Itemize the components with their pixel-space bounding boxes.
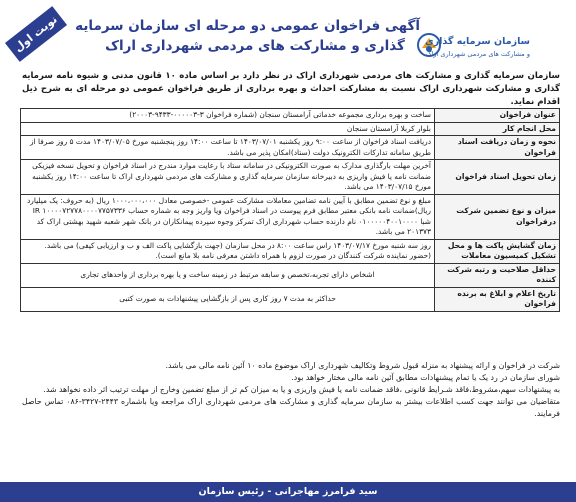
row-value: دریافت اسناد فراخوان از ساعت ۹:۰۰ روز یکشنبه ۱۴۰۳/۰۷/۰۱ تا ساعت ۱۴:۰۰ روز پنجشنبه مورخ ۱۴۰۳/۰۷/۰۵ مدت ۵ روز صرفا از طریق سامانه تدارکات الکترونیک دولت (ستاد)امکان پذیر می باشد. [21, 136, 435, 160]
row-label: زمان گشایش پاکت ها و محل تشکیل کمیسیون معاملات [435, 239, 560, 263]
table-row [21, 122, 560, 136]
table-row [21, 160, 560, 195]
row-value: حداکثر به مدت ۷ روز کاری پس از بازگشایی پیشنهادات به صورت کتبی [21, 287, 435, 311]
table-row [21, 263, 560, 287]
note-1: شرکت در فراخوان و ارائه پیشنهاد به منزله قبول شروط وتکالیف شهرداری اراک موضوع ماده ۱۰ آئین نامه مالی می باشد. [165, 361, 560, 370]
table-row [21, 136, 560, 160]
row-value: مبلغ و نوع تضمین مطابق با آیین نامه تضامین معاملات مشارکت عمومی -خصوصی معادل ۱۰۰۰،۰۰۰،۰۰۰ ریال (به حروف: یک میلیارد ریال)ضمانت نامه بانکی معتبر مطابق فرم پیوست در اسناد فراخوان ویا واریز وجه به شماره حساب ۱۰۰۰۰۷۲۷۷۸۰۰۰۰۷۷۵۷۳۳۶ IR شبا ۰۱۰۰۰۰۰۴۰۰۱۰۰۰۰ نام دارنده حساب شهرداری اراک تمرکز وجوه سپرده پیمانکاران در بانک شهر شعبه شهید بهشتی اراک کد ۲۰۱۳۷۳ می باشد. [21, 194, 435, 239]
first-notice-ribbon: نوبت اول [5, 6, 67, 62]
row-label: محل انجام کار [435, 122, 560, 136]
intro-paragraph: سازمان سرمایه گذاری و مشارکت های مردمی شهرداری اراک در نظر دارد بر اساس ماده ۱۰ قانون مدنی و شیوه نامه سرمایه گذاری و مشارکت شهرداری اراک نسبت به مشارکت احداث و بهره برداری از طریق فراخوان عمومی دو مرحله ای به شرح ذیل اقدام نماید. [22, 71, 560, 107]
table-row [21, 287, 560, 311]
row-label: تاریخ اعلام و ابلاغ به برنده فراخوان [435, 287, 560, 311]
logo-name: سازمان سرمایه گذاری [424, 36, 530, 47]
organization-logo [420, 28, 530, 68]
signature-footer: سید فرامرز مهاجرانی - رئیس سازمان [0, 482, 576, 502]
logo-subtitle: و مشارکت های مردمی شهرداری اراک [425, 50, 530, 58]
row-value: بلوار کربلا آرامستان سنجان [21, 122, 435, 136]
announcement-table [20, 108, 560, 312]
row-label: عنوان فراخوان [435, 109, 560, 123]
row-value: آخرین مهلت بارگذاری مدارک به صورت الکترونیکی در سامانه ستاد با رعایت موارد مندرج در اسناد فراخوان و تحویل نسخه فیزیکی ضمانت نامه یا فیش واریزی به دبیرخانه سازمان سرمایه گذاری و مشارکت های مردمی شهرداری اراک تا ساعت ۱۴:۰۰ روز یکشنبه مورخ ۱۴۰۳/۰۷/۱۵ می باشد. [21, 160, 435, 195]
title-line-2: گذاری و مشارکت های مردمی شهرداری اراک [105, 38, 405, 54]
row-label: نحوه و زمان دریافت اسناد فراخوان [435, 136, 560, 160]
row-value: اشخاص دارای تجربه،تخصص و سابقه مرتبط در زمینه ساخت و یا بهره برداری از واحدهای تجاری [21, 263, 435, 287]
title-line-1: آگهی فراخوان عمومی دو مرحله ای سازمان سرمایه [75, 18, 420, 34]
table-row [21, 194, 560, 239]
row-value: ساخت و بهره برداری مجموعه خدماتی آرامستان سنجان (شماره فراخوان ۳-۰۰۰۰۰۳-۹۴۳۳-۲۰۰۰۳) [21, 109, 435, 123]
row-label: حداقل صلاحیت و رتبه شرکت کننده [435, 263, 560, 287]
note-2: شورای سازمان در رد یک یا تمام پیشنهادات مطابق آئین نامه مالی مختار خواهد بود. [291, 373, 560, 382]
row-label: میزان و نوع تضمین شرکت درفراخوان [435, 194, 560, 239]
note-3: به پیشنهادات سهم،مشروط،فاقد شـرایط قانونی ،فاقد ضمانت نامه یا فیش واریزی و یا به میزان کم تر از مبلغ تضمین وخارج از مهلت ترتیب اثر داده نخواهد شد. [43, 385, 560, 394]
notes-section [22, 360, 560, 420]
announcement-title [75, 16, 420, 56]
row-value: روز سه شنبه مورخ ۱۴۰۳/۰۷/۱۷ راس ساعت ۸:۰۰ در محل سازمان (جهت بازگشایی پاکت الف و ب و ارزیابی کیفی) می باشد. (حضور نماینده شرکت کنندگان در صورت لزوم با همراه داشتن معرفی نامه بلا مانع است). [21, 239, 435, 263]
table-row [21, 109, 560, 123]
row-label: زمان تحویل اسناد فراخوان [435, 160, 560, 195]
table-row [21, 239, 560, 263]
note-4: متقاضیان می توانند جهت کسب اطلاعات بیشتر به سازمان سرمایه گذاری و مشارکت های مردمی شهرداری اراک مراجعه ویا باشماره ۲۴۴۳-۳۴۲۷-۰۸۶ تماس حاصل فرمایند. [22, 397, 561, 418]
